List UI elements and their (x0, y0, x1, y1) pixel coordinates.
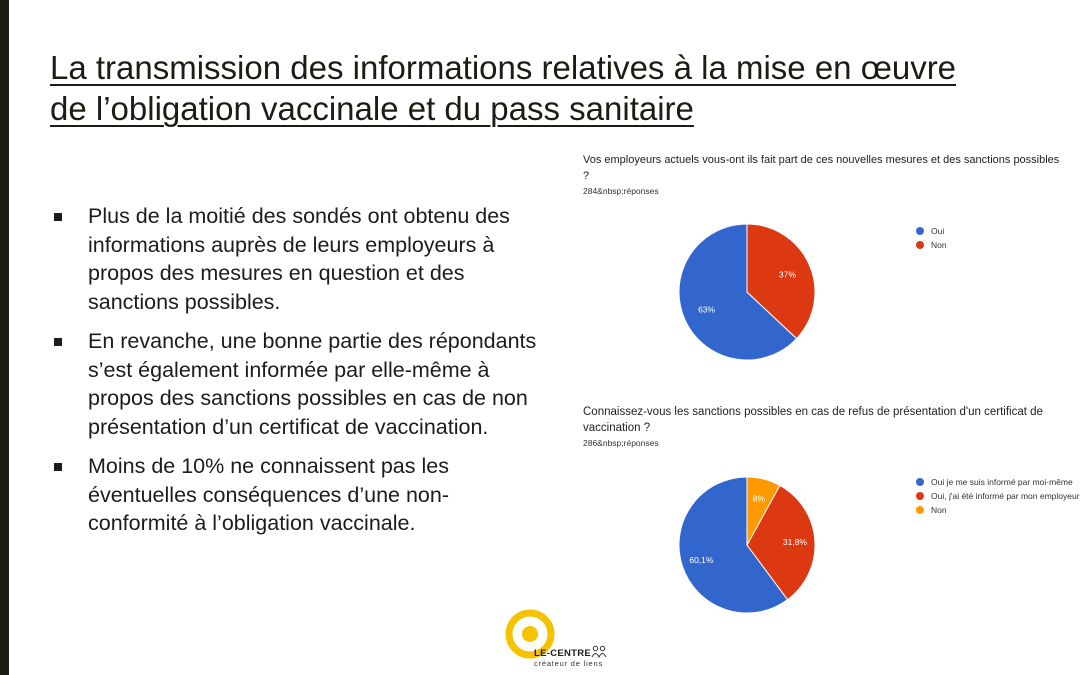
pie-slice-label: 63% (698, 304, 716, 315)
legend-item (916, 224, 947, 238)
left-accent-bar (0, 0, 9, 675)
square-bullet-icon (54, 338, 62, 346)
chart-question-line-1: Connaissez-vous les sanctions possibles en cas de refus de présentation d'un certificat de (583, 406, 1043, 418)
logo-inner-dot (522, 626, 538, 642)
response-count: 284&nbsp;réponses (583, 186, 659, 196)
legend-label: Oui, j'ai été informé par mon employeur (931, 491, 1080, 501)
slide-title-line-2: de l’obligation vaccinale et du pass sanitaire (50, 90, 694, 127)
bullet-text: Moins de 10% ne connaissent pas les éventuelles conséquences d’une non-conformité à l’obligation vaccinale. (88, 454, 449, 535)
chart-legend (916, 224, 947, 252)
bullet-item (50, 452, 540, 538)
legend-dot-icon (916, 506, 924, 514)
bullet-list (50, 202, 540, 549)
pie-slice-label: 8% (752, 493, 766, 504)
chart-question-line-1: Vos employeurs actuels vous-ont ils fait part de ces nouvelles mesures et des sanctions possibles (583, 154, 1060, 166)
pie-slice-label: 60,1% (689, 555, 714, 566)
legend-item (916, 503, 1080, 517)
chart-question-line-2: vaccination ? (583, 422, 651, 434)
pie-slice-label: 37% (778, 269, 796, 280)
response-count: 286&nbsp;réponses (583, 438, 659, 448)
legend-item (916, 475, 1080, 489)
legend-dot-icon (916, 241, 924, 249)
pie-chart-sanctions-knowledge (583, 404, 1080, 619)
bullet-item (50, 327, 540, 441)
legend-item (916, 238, 947, 252)
legend-label: Non (931, 240, 947, 250)
le-centre-logo (503, 609, 613, 669)
logo-tagline: créateur de liens (534, 659, 604, 668)
chart-legend (916, 475, 1080, 517)
slide-title-line-1: La transmission des informations relatives à la mise en œuvre (50, 49, 957, 86)
people-icon (591, 645, 607, 658)
pie-chart-svg (583, 153, 923, 373)
bullet-item (50, 202, 540, 316)
legend-label: Oui (931, 226, 945, 236)
legend-label: Oui je me suis informé par moi-même (931, 477, 1073, 487)
square-bullet-icon (54, 213, 62, 221)
pie-chart-svg (583, 404, 923, 619)
legend-item (916, 489, 1080, 503)
legend-dot-icon (916, 227, 924, 235)
slide-title (50, 47, 1080, 129)
legend-dot-icon (916, 492, 924, 500)
pie-slice-label: 31,8% (782, 536, 807, 547)
bullet-text: Plus de la moitié des sondés ont obtenu des informations auprès de leurs employeurs à propos des mesures en question et des sanctions possibles. (88, 204, 510, 314)
pie-chart-employer-info (583, 153, 1080, 373)
logo-name: LE-CENTRE (534, 648, 592, 659)
chart-question-line-2: ? (583, 169, 590, 182)
bullet-text: En revanche, une bonne partie des répondants s’est également informée par elle-même à propos des sanctions possibles en cas de non présentation d’un certificat de vaccination. (88, 329, 537, 439)
square-bullet-icon (54, 463, 62, 471)
legend-dot-icon (916, 478, 924, 486)
legend-label: Non (931, 505, 947, 515)
